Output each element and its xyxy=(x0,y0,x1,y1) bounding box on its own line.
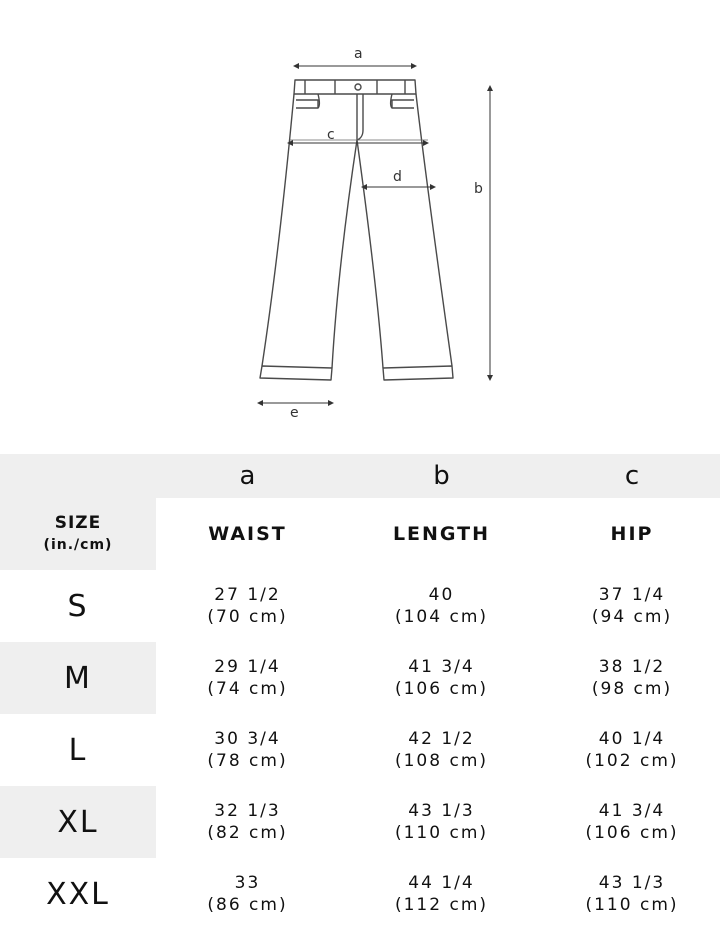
hip-in: 41 3/4 xyxy=(598,801,666,821)
label-c: c xyxy=(327,127,335,143)
size-name: S xyxy=(67,588,89,624)
hip-cm: (110 cm) xyxy=(585,895,679,915)
waist-cm: (82 cm) xyxy=(207,823,288,843)
length-in: 41 3/4 xyxy=(408,657,475,677)
hip-cm: (94 cm) xyxy=(591,607,673,627)
hip-cm: (102 cm) xyxy=(585,751,679,771)
label-d: d xyxy=(393,169,402,185)
length-in: 42 1/2 xyxy=(408,729,475,749)
size-name: XXL xyxy=(46,876,110,912)
table-row xyxy=(0,714,720,786)
waist-in: 30 3/4 xyxy=(214,729,281,749)
hip-value xyxy=(544,786,720,858)
pants-outline xyxy=(0,0,720,450)
table-row xyxy=(0,786,720,858)
hip-cm: (106 cm) xyxy=(585,823,679,843)
waist-cm: (70 cm) xyxy=(207,607,288,627)
length-in: 43 1/3 xyxy=(408,801,475,821)
waist-value xyxy=(156,714,339,786)
waist-header: WAIST xyxy=(208,523,287,545)
length-value xyxy=(339,786,544,858)
waist-value xyxy=(156,570,339,642)
waist-value xyxy=(156,786,339,858)
label-a: a xyxy=(354,46,363,62)
header-row xyxy=(0,498,720,570)
length-in: 40 xyxy=(428,585,455,605)
size-name: XL xyxy=(0,786,156,858)
length-value xyxy=(339,570,544,642)
size-header-units: (in./cm) xyxy=(43,537,113,553)
size-name: L xyxy=(68,732,88,768)
length-header: LENGTH xyxy=(392,523,491,545)
waist-cm: (86 cm) xyxy=(207,895,288,915)
size-header xyxy=(0,498,156,570)
hip-in: 37 1/4 xyxy=(598,585,666,605)
length-cm: (106 cm) xyxy=(394,679,489,699)
letter-c: c xyxy=(624,461,640,491)
letter-b: b xyxy=(433,461,450,491)
waist-in: 29 1/4 xyxy=(214,657,281,677)
length-value xyxy=(339,714,544,786)
waist-in: 32 1/3 xyxy=(214,801,281,821)
pants-diagram xyxy=(0,0,720,450)
waist-in: 33 xyxy=(234,873,261,893)
hip-in: 40 1/4 xyxy=(598,729,666,749)
length-cm: (108 cm) xyxy=(394,751,489,771)
waist-value xyxy=(156,858,339,930)
letter-a: a xyxy=(239,461,256,491)
waist-cm: (74 cm) xyxy=(207,679,288,699)
waist-value xyxy=(156,642,339,714)
letters-row xyxy=(0,454,720,498)
hip-in: 38 1/2 xyxy=(598,657,666,677)
hip-value xyxy=(544,714,720,786)
length-value xyxy=(339,858,544,930)
length-in: 44 1/4 xyxy=(408,873,475,893)
size-name: M xyxy=(0,642,156,714)
table-row xyxy=(0,858,720,930)
size-table xyxy=(0,454,720,930)
hip-header: HIP xyxy=(610,523,654,545)
hip-value xyxy=(544,570,720,642)
length-value xyxy=(339,642,544,714)
hip-value xyxy=(544,642,720,714)
hip-in: 43 1/3 xyxy=(598,873,666,893)
length-cm: (112 cm) xyxy=(394,895,489,915)
waist-cm: (78 cm) xyxy=(207,751,288,771)
hip-cm: (98 cm) xyxy=(591,679,673,699)
size-header-label: SIZE xyxy=(54,513,102,533)
label-e: e xyxy=(290,405,299,421)
length-cm: (110 cm) xyxy=(394,823,489,843)
table-row xyxy=(0,642,720,714)
length-cm: (104 cm) xyxy=(394,607,489,627)
table-row xyxy=(0,570,720,642)
hip-value xyxy=(544,858,720,930)
label-b: b xyxy=(474,181,483,197)
waist-in: 27 1/2 xyxy=(214,585,281,605)
